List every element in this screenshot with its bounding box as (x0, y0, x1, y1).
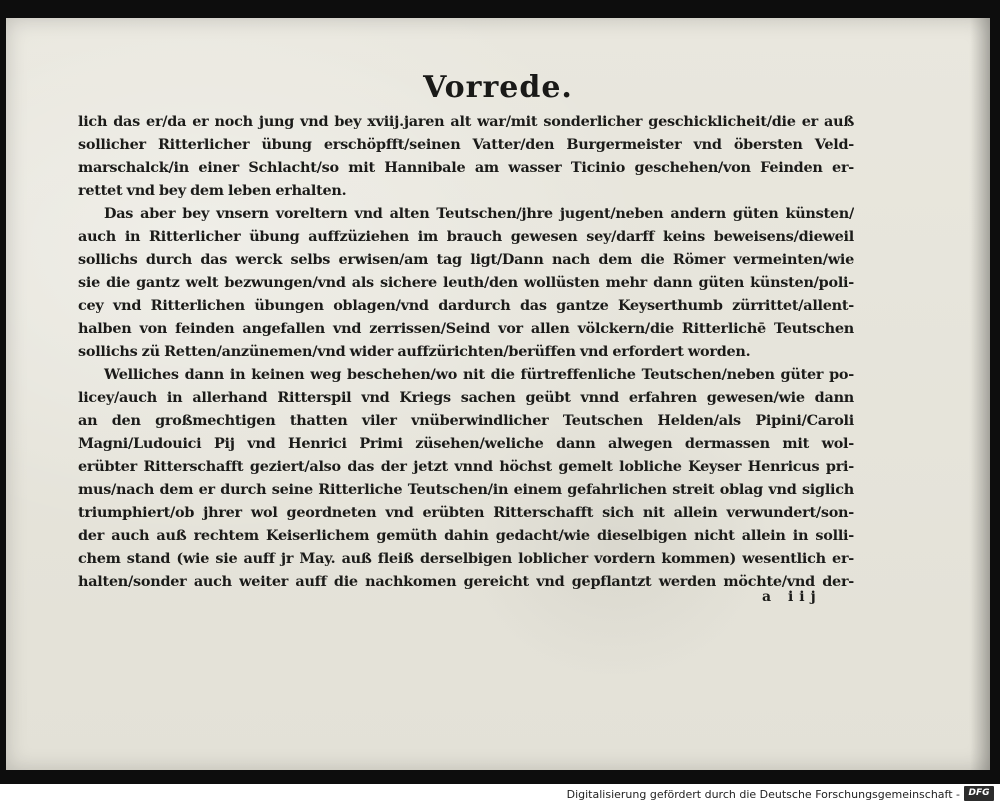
text-line: halben von feinden angefallen vnd zerrissen/Seind vor allen völckern/die Ritterlichē Teutschen (78, 320, 854, 337)
text-line: der auch auß rechtem Keiserlichem gemüth dahin gedacht/wie dieselbigen nicht allein in solli- (78, 527, 854, 544)
text-line: erübter Ritterschafft geziert/also das der jetzt vnnd höchst gemelt lobliche Keyser Henricus pri- (78, 458, 854, 475)
text-line: halten/sonder auch weiter auff die nachkomen gereicht vnd gepflantzt werden möchte/vnd der- (78, 573, 854, 590)
text-line: Das aber bey vnsern voreltern vnd alten Teutschen/jhre jugent/neben andern güten künsten/ (104, 205, 854, 222)
text-line: sollichs durch das werck selbs erwisen/am tag ligt/Dann nach dem die Römer vermeinten/wie (78, 251, 854, 268)
text-line: auch in Ritterlicher übung auffzüziehen im brauch gewesen sey/darff keins beweisens/dieweil (78, 228, 854, 245)
dfg-logo-icon: DFG (964, 786, 994, 801)
text-line: marschalck/in einer Schlacht/so mit Hannibale am wasser Ticinio geschehen/von Feinden er- (78, 159, 854, 176)
signature-mark: a iij (762, 589, 822, 605)
text-line: chem stand (wie sie auff jr May. auß fleiß derselbigen loblicher vordern kommen) wesentlich er- (78, 550, 854, 567)
text-line: rettet vnd bey dem leben erhalten. (78, 182, 347, 199)
text-line: Magni/Ludouici Pij vnd Henrici Primi züsehen/weliche dann alwegen dermassen mit wol- (78, 435, 854, 452)
text-line: Welliches dann in keinen weg beschehen/wo nit die fürtreffenliche Teutschen/neben güter po- (104, 366, 854, 383)
text-line: sollichs zü Retten/anzünemen/vnd wider auffzürichten/berüffen vnd erfordert worden. (78, 343, 751, 360)
text-line: cey vnd Ritterlichen übungen oblagen/vnd dardurch das gantze Keyserthumb zürrittet/allent- (78, 297, 854, 314)
page-gutter-shadow (970, 18, 990, 770)
text-line: sollicher Ritterlicher übung erschöpfft/seinen Vatter/den Burgermeister vnd öbersten Veld- (78, 136, 854, 153)
text-line: mus/nach dem er durch seine Ritterliche Teutschen/in einem gefahrlichen streit oblag vnd siglich (78, 481, 854, 498)
dfg-credit-text: Digitalisierung gefördert durch die Deutsche Forschungsgemeinschaft - (566, 788, 960, 801)
text-line: triumphiert/ob jhrer wol geordneten vnd erübten Ritterschafft sich nit allein verwundert/son- (78, 504, 854, 521)
text-line: an den großmechtigen thatten viler vnüberwindlicher Teutschen Helden/als Pipini/Caroli (78, 412, 854, 429)
text-line: licey/auch in allerhand Ritterspil vnd Kriegs sachen geübt vnnd erfahren gewesen/wie dann (78, 389, 854, 406)
text-line: lich das er/da er noch jung vnd bey xviij.jaren alt war/mit sonderlicher geschicklicheit/die er auß (78, 113, 854, 130)
text-line: sie die gantz welt bezwungen/vnd als sichere leuth/den wollüsten mehr dann güten künsten/poli- (78, 274, 854, 291)
book-page (6, 18, 990, 770)
page-heading: Vorrede. (423, 70, 573, 105)
body-text (78, 110, 854, 593)
